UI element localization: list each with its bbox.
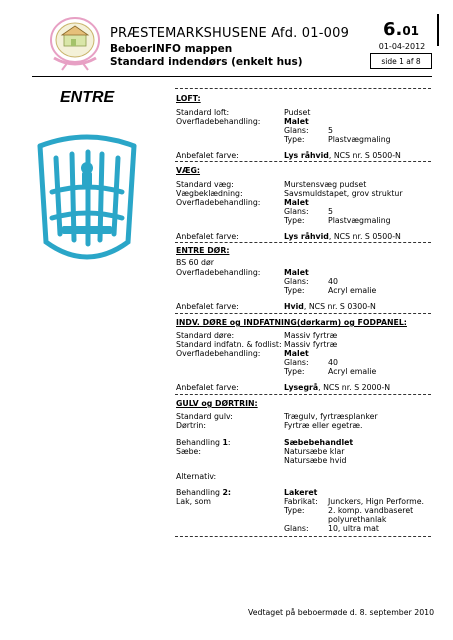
color-label: Anbefalet farve: xyxy=(176,232,239,241)
field-label: Glans: xyxy=(284,126,309,135)
document-number-main: 6. xyxy=(382,19,403,40)
header-divider xyxy=(437,14,439,46)
section-heading-indv: INDV. DØRE og INDFATNING(dørkarm) og FODPANEL: xyxy=(176,318,407,327)
header-rule xyxy=(32,76,432,77)
field-label: Type: xyxy=(284,506,305,515)
field-label: Type: xyxy=(284,286,305,295)
field-label: Lak, som xyxy=(176,497,212,506)
field-value: Malet xyxy=(284,349,309,358)
field-value: Savsmuldstapet, grov struktur xyxy=(284,189,403,198)
field-label: Standard gulv: xyxy=(176,412,233,421)
room-title: ENTRE xyxy=(60,89,115,106)
field-label: Overfladebehandling: xyxy=(176,117,261,126)
section-divider xyxy=(175,394,431,395)
field-value: 2. komp. vandbaseret xyxy=(328,506,414,515)
field-value: Malet xyxy=(284,117,309,126)
field-label: BS 60 dør xyxy=(176,258,214,267)
praestemarkshusene-logo xyxy=(40,14,110,72)
field-value: polyurethanlak xyxy=(328,515,387,524)
document-number xyxy=(370,19,432,40)
field-label: Standard indfatn. & fodlist: xyxy=(176,340,282,349)
field-value: Natursæbe hvid xyxy=(284,456,347,465)
field-label: Fabrikat: xyxy=(284,497,318,506)
page-number: side 1 af 8 xyxy=(381,57,421,66)
section-divider xyxy=(175,161,431,162)
alternative-label: Alternativ: xyxy=(176,472,217,481)
field-value: Plastvægmaling xyxy=(328,135,391,144)
field-label: Standard loft: xyxy=(176,108,230,117)
field-value: 5 xyxy=(328,126,333,135)
section-heading-loft: LOFT: xyxy=(176,94,201,103)
field-value: Junckers, Hign Performe. xyxy=(328,497,425,506)
treatment-1-value: Sæbebehandlet xyxy=(284,438,354,447)
field-label: Glans: xyxy=(284,277,309,286)
treatment-number: 2: xyxy=(222,488,232,497)
field-label: Type: xyxy=(284,367,305,376)
section-heading-vaeg: VÆG: xyxy=(176,166,201,175)
color-name: Lys råhvid xyxy=(284,232,329,241)
treatment-2-value: Lakeret xyxy=(284,488,318,497)
field-value: Malet xyxy=(284,198,309,207)
field-value: Natursæbe klar xyxy=(284,447,345,456)
field-value: 5 xyxy=(328,207,333,216)
field-label: Standard døre: xyxy=(176,331,235,340)
field-value: Acryl emalie xyxy=(328,286,377,295)
color-name: Hvid xyxy=(284,302,304,311)
document-date: 01-04-2012 xyxy=(378,42,426,51)
section-divider xyxy=(175,242,431,243)
field-label: Glans: xyxy=(284,524,309,533)
field-value: Murstensvæg pudset xyxy=(284,180,367,189)
section-divider xyxy=(175,313,431,314)
document-number-suffix: 01 xyxy=(402,24,420,38)
color-label: Anbefalet farve: xyxy=(176,302,239,311)
color-name: Lysegrå xyxy=(284,383,319,392)
field-value: 40 xyxy=(328,358,338,367)
field-value: Massiv fyrtræ xyxy=(284,331,338,340)
field-value: Massiv fyrtræ xyxy=(284,340,338,349)
treatment-number: 1 xyxy=(222,438,228,447)
section-divider xyxy=(175,88,431,89)
treatment-label-text: Behandling xyxy=(176,438,223,447)
recommended-color xyxy=(284,302,376,311)
color-label: Anbefalet farve: xyxy=(176,383,239,392)
recommended-color xyxy=(284,232,401,241)
field-value: Acryl emalie xyxy=(328,367,377,376)
color-code: , NCS nr. S 0500-N xyxy=(328,232,401,241)
treatment-1-label xyxy=(176,438,231,447)
field-label: Overfladebehandling: xyxy=(176,268,261,277)
section-heading-dor: ENTRE DØR: xyxy=(176,246,230,255)
crest-emblem xyxy=(32,122,142,274)
field-label: Vægbeklædning: xyxy=(176,189,243,198)
field-label: Overfladebehandling: xyxy=(176,349,261,358)
field-label: Glans: xyxy=(284,207,309,216)
color-code: , NCS nr. S 0300-N xyxy=(303,302,376,311)
field-label: Standard væg: xyxy=(176,180,234,189)
color-name: Lys råhvid xyxy=(284,151,329,160)
field-label: Type: xyxy=(284,135,305,144)
field-label: Glans: xyxy=(284,358,309,367)
document-subtitle: BeboerINFO mappen xyxy=(110,43,233,55)
field-label: Type: xyxy=(284,216,305,225)
recommended-color xyxy=(284,151,401,160)
color-code: , NCS nr. S 2000-N xyxy=(318,383,391,392)
treatment-colon: : xyxy=(227,438,231,447)
treatment-2-label xyxy=(176,488,231,497)
treatment-label-text: Behandling xyxy=(176,488,223,497)
color-code: , NCS nr. S 0500-N xyxy=(328,151,401,160)
field-label: Overfladebehandling: xyxy=(176,198,261,207)
document-title: PRÆSTEMARKSHUSENE Afd. 01-009 xyxy=(110,26,350,41)
section-heading-gulv: GULV og DØRTRIN: xyxy=(176,399,258,408)
field-value: Malet xyxy=(284,268,309,277)
field-value: Fyrtræ eller egetræ. xyxy=(284,421,363,430)
document-subtitle-2: Standard indendørs (enkelt hus) xyxy=(110,56,303,68)
footer-note: Vedtaget på beboermøde d. 8. september 2010 xyxy=(248,608,435,617)
field-value: 40 xyxy=(328,277,338,286)
recommended-color xyxy=(284,383,390,392)
field-value: Pudset xyxy=(284,108,311,117)
section-divider xyxy=(175,536,431,537)
field-value: 10, ultra mat xyxy=(328,524,379,533)
color-label: Anbefalet farve: xyxy=(176,151,239,160)
field-value: Plastvægmaling xyxy=(328,216,391,225)
field-label: Dørtrin: xyxy=(176,421,206,430)
field-value: Trægulv, fyrtræsplanker xyxy=(284,412,378,421)
field-label: Sæbe: xyxy=(176,447,201,456)
